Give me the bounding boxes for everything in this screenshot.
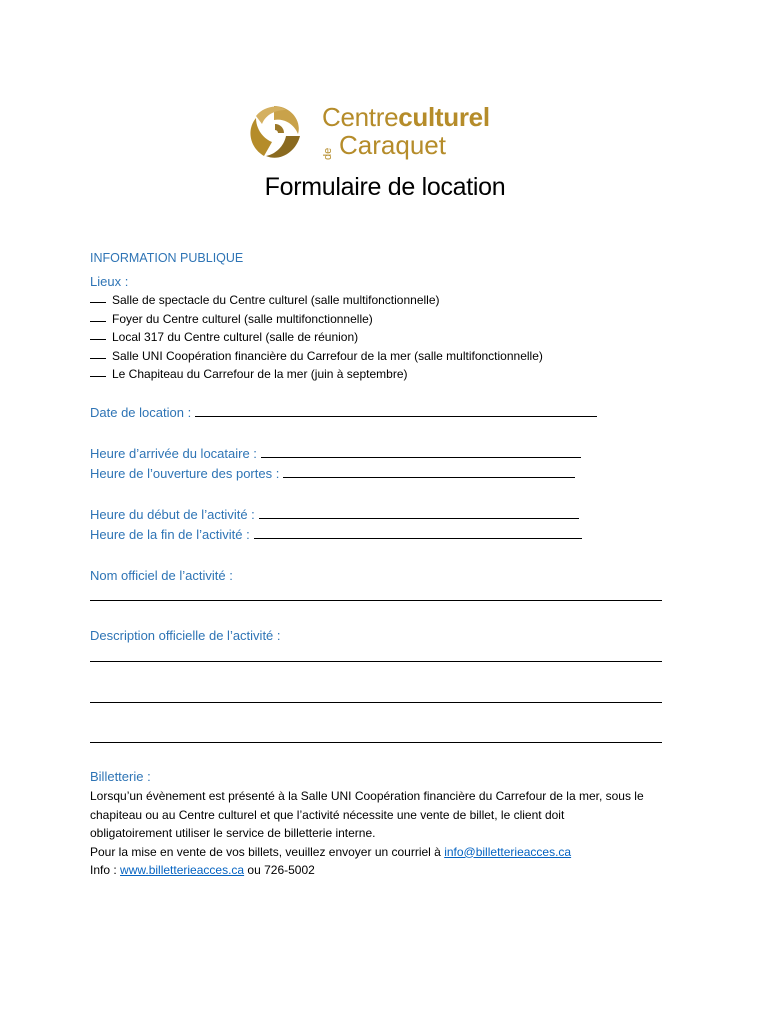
- end-time-field: [90, 527, 582, 542]
- date-field: [90, 405, 597, 420]
- checkbox-blank[interactable]: [90, 338, 106, 340]
- website-link[interactable]: www.billetterieacces.ca: [120, 863, 245, 877]
- arrival-time-input-line[interactable]: [261, 456, 581, 458]
- logo-text-de: de: [322, 147, 334, 160]
- logo-text-caraquet: Caraquet: [339, 130, 446, 160]
- description-input-line-1[interactable]: [90, 661, 662, 662]
- logo-text-centre-culturel: Centreculturel: [322, 102, 490, 132]
- doors-time-label: Heure de l’ouverture des portes :: [90, 466, 280, 481]
- venue-option[interactable]: Salle de spectacle du Centre culturel (salle multifonctionnelle): [90, 293, 440, 307]
- start-time-field: [90, 507, 579, 522]
- ticketing-label: Billetterie :: [90, 769, 151, 784]
- email-link[interactable]: info@billetterieacces.ca: [444, 844, 572, 859]
- checkbox-blank[interactable]: [90, 320, 106, 322]
- venues-label: Lieux :: [90, 274, 129, 289]
- venue-option[interactable]: Le Chapiteau du Carrefour de la mer (juin à septembre): [90, 367, 408, 381]
- venue-option[interactable]: Local 317 du Centre culturel (salle de réunion): [90, 330, 358, 344]
- ticketing-paragraph: Lorsqu’un évènement est présenté à la Salle UNI Coopération financière du Carrefour de la mer, sous le chapiteau ou au Centre culturel et que l’activité nécessite une vente de billet, le client doit obligatoirement utiliser le service de billetterie interne. Pour la mise en vente de vos billets, veuillez envoyer un courriel à info@billetterieacces.ca Info : www.billetterieacces.ca ou 726-5002: [90, 789, 644, 877]
- official-description-label: Description officielle de l’activité :: [90, 628, 281, 643]
- official-name-input-line[interactable]: [90, 600, 662, 601]
- start-time-label: Heure du début de l’activité :: [90, 507, 255, 522]
- venue-option[interactable]: Foyer du Centre culturel (salle multifonctionnelle): [90, 312, 373, 326]
- arrival-time-field: [90, 446, 581, 461]
- arrival-time-label: Heure d’arrivée du locataire :: [90, 446, 257, 461]
- checkbox-blank[interactable]: [90, 301, 106, 303]
- doors-time-input-line[interactable]: [283, 476, 575, 478]
- checkbox-blank[interactable]: [90, 357, 106, 359]
- date-label: Date de location :: [90, 405, 192, 420]
- description-input-line-3[interactable]: [90, 742, 662, 743]
- page-title: Formulaire de location: [264, 173, 506, 201]
- official-name-field: [90, 568, 233, 583]
- swirl-logo-icon: [244, 102, 304, 162]
- end-time-input-line[interactable]: [254, 537, 582, 539]
- section-information-publique: INFORMATION PUBLIQUE: [90, 251, 244, 265]
- doors-time-field: [90, 466, 575, 481]
- official-description-field: [90, 628, 281, 643]
- start-time-input-line[interactable]: [259, 517, 579, 519]
- official-name-label: Nom officiel de l’activité :: [90, 568, 233, 583]
- centre-culturel-logo: [244, 100, 534, 164]
- description-input-line-2[interactable]: [90, 702, 662, 703]
- end-time-label: Heure de la fin de l’activité :: [90, 527, 250, 542]
- venue-option[interactable]: Salle UNI Coopération financière du Carrefour de la mer (salle multifonctionnelle): [90, 349, 543, 363]
- date-input-line[interactable]: [195, 415, 597, 417]
- checkbox-blank[interactable]: [90, 375, 106, 377]
